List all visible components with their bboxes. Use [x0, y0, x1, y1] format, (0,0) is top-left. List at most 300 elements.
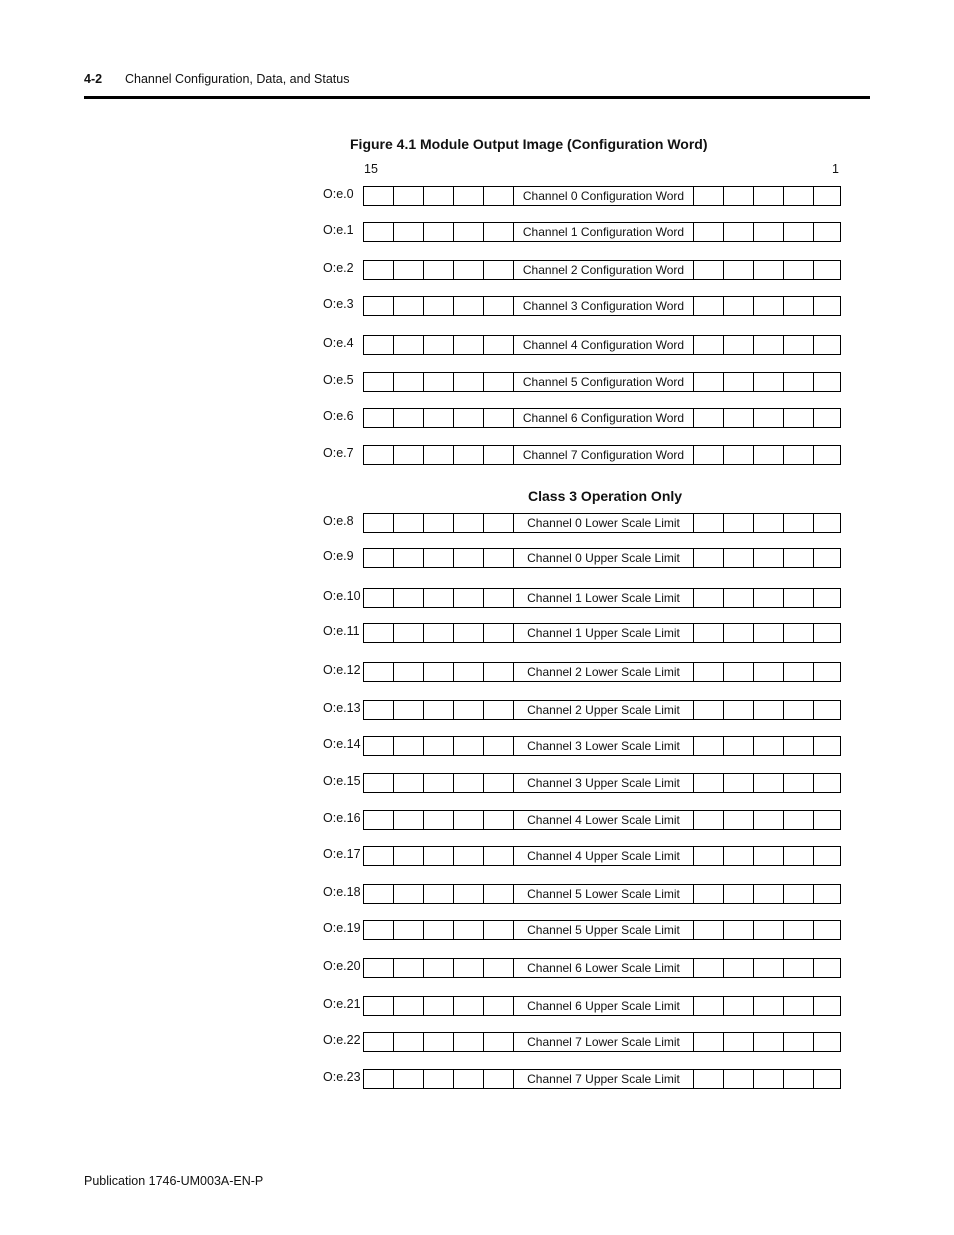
bit-cell: [454, 1033, 484, 1051]
bit-cell: [484, 336, 514, 354]
bit-cell: [724, 1070, 754, 1088]
bit-cell: [364, 997, 394, 1015]
bit-cell: [814, 446, 844, 464]
bit-cell: [694, 446, 724, 464]
bit-cell: [694, 589, 724, 607]
bit-cell: [394, 514, 424, 532]
word-address: O:e.9: [323, 549, 354, 563]
bit-cell: [724, 261, 754, 279]
bit-cell: [394, 409, 424, 427]
bit-cell: [814, 624, 844, 642]
bit-cell: [394, 549, 424, 567]
bit-cell: [724, 514, 754, 532]
word-address: O:e.12: [323, 663, 361, 677]
bit-cell: [724, 336, 754, 354]
bit-cell: [394, 1070, 424, 1088]
bit-cell: [814, 336, 844, 354]
bit-cell: [754, 373, 784, 391]
word-address: O:e.11: [323, 624, 360, 638]
bit-cell: [454, 223, 484, 241]
bit-cell: [454, 701, 484, 719]
bit-cell: [454, 514, 484, 532]
bit-cell: [394, 624, 424, 642]
word-field-label: Channel 6 Configuration Word: [514, 409, 694, 427]
bit-cell: [754, 1070, 784, 1088]
bit-cell: [364, 737, 394, 755]
page-header: [84, 72, 349, 86]
bit-cell: [394, 959, 424, 977]
bit-cell: [724, 446, 754, 464]
bit-cell: [424, 446, 454, 464]
bit-cell: [694, 921, 724, 939]
bit-cell: [754, 336, 784, 354]
bit-cell: [694, 885, 724, 903]
bit-cell: [694, 336, 724, 354]
word-field-label: Channel 0 Configuration Word: [514, 187, 694, 205]
bit-cell: [484, 187, 514, 205]
bit-cell: [724, 663, 754, 681]
bit-cell: [784, 446, 814, 464]
bit-cell: [724, 847, 754, 865]
bit-cell: [814, 663, 844, 681]
bit-cell: [394, 811, 424, 829]
bit-cell: [364, 446, 394, 464]
bit-cell: [424, 847, 454, 865]
word-bit-row: [363, 700, 841, 720]
word-bit-row: [363, 846, 841, 866]
word-bit-row: [363, 1032, 841, 1052]
word-field-label: Channel 2 Configuration Word: [514, 261, 694, 279]
bit-cell: [484, 409, 514, 427]
bit-cell: [754, 737, 784, 755]
bit-cell: [694, 1070, 724, 1088]
bit-cell: [784, 187, 814, 205]
bit-cell: [754, 1033, 784, 1051]
bit-cell: [724, 409, 754, 427]
word-address: O:e.14: [323, 737, 361, 751]
word-bit-row: [363, 296, 841, 316]
bit-cell: [694, 1033, 724, 1051]
bit-cell: [694, 187, 724, 205]
bit-cell: [454, 336, 484, 354]
bit-cell: [394, 774, 424, 792]
bit-cell: [814, 589, 844, 607]
bit-cell: [394, 373, 424, 391]
bit-cell: [724, 297, 754, 315]
bit-cell: [694, 774, 724, 792]
bit-cell: [394, 885, 424, 903]
bit-cell: [694, 811, 724, 829]
bit-cell: [814, 514, 844, 532]
bit-cell: [724, 187, 754, 205]
word-bit-row: [363, 958, 841, 978]
bit-cell: [424, 514, 454, 532]
word-address: O:e.7: [323, 446, 354, 460]
word-field-label: Channel 6 Lower Scale Limit: [514, 959, 694, 977]
bit-cell: [814, 1070, 844, 1088]
bit-cell: [484, 297, 514, 315]
bit-cell: [424, 959, 454, 977]
word-address: O:e.15: [323, 774, 361, 788]
bit-cell: [814, 885, 844, 903]
bit-cell: [364, 409, 394, 427]
page-number: 4-2: [84, 72, 103, 86]
bit-cell: [394, 921, 424, 939]
word-bit-row: [363, 372, 841, 392]
bit-cell: [364, 549, 394, 567]
word-bit-row: [363, 186, 841, 206]
bit-cell: [424, 187, 454, 205]
word-field-label: Channel 3 Upper Scale Limit: [514, 774, 694, 792]
bit-cell: [784, 701, 814, 719]
bit-cell: [394, 223, 424, 241]
bit-cell: [694, 373, 724, 391]
word-address: O:e.8: [323, 514, 354, 528]
bit-cell: [394, 997, 424, 1015]
header-rule: [84, 96, 870, 99]
bit-cell: [724, 373, 754, 391]
bit-cell: [484, 663, 514, 681]
bit-cell: [424, 774, 454, 792]
bit-cell: [364, 885, 394, 903]
bit-cell: [484, 514, 514, 532]
bit-cell: [484, 549, 514, 567]
word-field-label: Channel 5 Lower Scale Limit: [514, 885, 694, 903]
bit-cell: [754, 589, 784, 607]
bit-cell: [724, 589, 754, 607]
bit-cell: [784, 921, 814, 939]
bit-cell: [454, 446, 484, 464]
bit-cell: [454, 549, 484, 567]
word-address: O:e.17: [323, 847, 361, 861]
chapter-title: Channel Configuration, Data, and Status: [125, 72, 350, 86]
bit-cell: [754, 409, 784, 427]
bit-cell: [484, 811, 514, 829]
word-address: O:e.16: [323, 811, 361, 825]
bit-cell: [754, 663, 784, 681]
bit-low-label: 1: [832, 162, 839, 176]
bit-cell: [694, 409, 724, 427]
word-bit-row: [363, 810, 841, 830]
word-address: O:e.13: [323, 701, 361, 715]
bit-cell: [484, 589, 514, 607]
bit-cell: [424, 336, 454, 354]
bit-cell: [454, 373, 484, 391]
word-address: O:e.4: [323, 336, 354, 350]
bit-cell: [784, 737, 814, 755]
bit-cell: [484, 774, 514, 792]
bit-cell: [424, 701, 454, 719]
bit-cell: [394, 701, 424, 719]
bit-cell: [814, 737, 844, 755]
bit-cell: [454, 261, 484, 279]
word-bit-row: [363, 996, 841, 1016]
word-bit-row: [363, 588, 841, 608]
bit-cell: [484, 1070, 514, 1088]
bit-cell: [724, 549, 754, 567]
bit-cell: [724, 921, 754, 939]
bit-cell: [484, 997, 514, 1015]
bit-cell: [784, 373, 814, 391]
bit-cell: [454, 589, 484, 607]
word-field-label: Channel 2 Lower Scale Limit: [514, 663, 694, 681]
word-bit-row: [363, 623, 841, 643]
bit-cell: [784, 514, 814, 532]
bit-cell: [814, 187, 844, 205]
bit-cell: [394, 1033, 424, 1051]
word-field-label: Channel 6 Upper Scale Limit: [514, 997, 694, 1015]
bit-cell: [454, 409, 484, 427]
word-field-label: Channel 7 Lower Scale Limit: [514, 1033, 694, 1051]
word-field-label: Channel 1 Lower Scale Limit: [514, 589, 694, 607]
word-field-label: Channel 5 Configuration Word: [514, 373, 694, 391]
word-address: O:e.18: [323, 885, 361, 899]
bit-cell: [724, 997, 754, 1015]
bit-cell: [814, 261, 844, 279]
word-bit-row: [363, 773, 841, 793]
bit-cell: [364, 847, 394, 865]
bit-cell: [364, 921, 394, 939]
bit-cell: [754, 847, 784, 865]
bit-cell: [394, 446, 424, 464]
bit-cell: [694, 261, 724, 279]
bit-cell: [694, 997, 724, 1015]
bit-cell: [784, 336, 814, 354]
bit-cell: [484, 373, 514, 391]
bit-cell: [364, 514, 394, 532]
bit-cell: [784, 589, 814, 607]
bit-cell: [424, 409, 454, 427]
word-address: O:e.19: [323, 921, 361, 935]
bit-cell: [424, 261, 454, 279]
bit-cell: [754, 774, 784, 792]
word-field-label: Channel 0 Lower Scale Limit: [514, 514, 694, 532]
bit-cell: [754, 811, 784, 829]
bit-cell: [784, 885, 814, 903]
bit-cell: [814, 921, 844, 939]
bit-cell: [784, 409, 814, 427]
word-address: O:e.20: [323, 959, 361, 973]
bit-cell: [784, 1070, 814, 1088]
bit-cell: [484, 446, 514, 464]
bit-cell: [424, 624, 454, 642]
word-field-label: Channel 1 Upper Scale Limit: [514, 624, 694, 642]
bit-cell: [694, 663, 724, 681]
word-address: O:e.5: [323, 373, 354, 387]
word-field-label: Channel 7 Configuration Word: [514, 446, 694, 464]
word-bit-row: [363, 260, 841, 280]
bit-cell: [424, 811, 454, 829]
bit-cell: [394, 336, 424, 354]
bit-cell: [754, 223, 784, 241]
bit-cell: [724, 1033, 754, 1051]
bit-cell: [694, 223, 724, 241]
bit-cell: [814, 223, 844, 241]
bit-cell: [784, 549, 814, 567]
bit-cell: [814, 1033, 844, 1051]
word-bit-row: [363, 884, 841, 904]
bit-cell: [814, 774, 844, 792]
bit-cell: [694, 624, 724, 642]
bit-cell: [364, 223, 394, 241]
bit-cell: [754, 959, 784, 977]
bit-cell: [754, 187, 784, 205]
bit-cell: [394, 663, 424, 681]
bit-cell: [484, 223, 514, 241]
bit-cell: [484, 737, 514, 755]
bit-cell: [394, 261, 424, 279]
bit-cell: [754, 921, 784, 939]
bit-cell: [784, 624, 814, 642]
bit-cell: [394, 737, 424, 755]
bit-cell: [454, 885, 484, 903]
bit-cell: [754, 446, 784, 464]
bit-cell: [364, 959, 394, 977]
bit-cell: [484, 959, 514, 977]
bit-cell: [724, 624, 754, 642]
word-address: O:e.3: [323, 297, 354, 311]
bit-cell: [364, 774, 394, 792]
bit-cell: [754, 624, 784, 642]
bit-cell: [454, 997, 484, 1015]
bit-cell: [724, 774, 754, 792]
word-bit-row: [363, 445, 841, 465]
bit-cell: [784, 959, 814, 977]
bit-cell: [724, 223, 754, 241]
word-address: O:e.0: [323, 187, 354, 201]
word-field-label: Channel 3 Lower Scale Limit: [514, 737, 694, 755]
bit-cell: [484, 701, 514, 719]
bit-cell: [784, 663, 814, 681]
word-bit-row: [363, 662, 841, 682]
bit-cell: [454, 1070, 484, 1088]
bit-cell: [814, 409, 844, 427]
bit-cell: [454, 187, 484, 205]
bit-cell: [424, 885, 454, 903]
bit-cell: [694, 514, 724, 532]
bit-cell: [364, 663, 394, 681]
word-bit-row: [363, 222, 841, 242]
bit-cell: [424, 373, 454, 391]
bit-cell: [754, 885, 784, 903]
word-bit-row: [363, 408, 841, 428]
word-address: O:e.22: [323, 1033, 361, 1047]
bit-cell: [694, 297, 724, 315]
bit-cell: [424, 549, 454, 567]
bit-cell: [694, 549, 724, 567]
bit-cell: [424, 1033, 454, 1051]
word-field-label: Channel 4 Upper Scale Limit: [514, 847, 694, 865]
bit-cell: [454, 959, 484, 977]
bit-cell: [484, 921, 514, 939]
word-address: O:e.10: [323, 589, 361, 603]
bit-cell: [784, 847, 814, 865]
bit-cell: [424, 737, 454, 755]
bit-cell: [424, 997, 454, 1015]
bit-cell: [364, 589, 394, 607]
bit-cell: [454, 663, 484, 681]
bit-cell: [754, 997, 784, 1015]
bit-cell: [784, 261, 814, 279]
figure-title: Figure 4.1 Module Output Image (Configuration Word): [350, 136, 708, 152]
bit-cell: [694, 959, 724, 977]
bit-cell: [454, 624, 484, 642]
class3-title: Class 3 Operation Only: [528, 488, 683, 504]
bit-cell: [364, 701, 394, 719]
word-field-label: Channel 0 Upper Scale Limit: [514, 549, 694, 567]
word-field-label: Channel 7 Upper Scale Limit: [514, 1070, 694, 1088]
bit-cell: [454, 847, 484, 865]
word-address: O:e.6: [323, 409, 354, 423]
bit-cell: [814, 997, 844, 1015]
bit-cell: [784, 297, 814, 315]
bit-cell: [484, 847, 514, 865]
bit-cell: [814, 847, 844, 865]
bit-cell: [364, 297, 394, 315]
bit-cell: [724, 701, 754, 719]
bit-cell: [814, 959, 844, 977]
word-bit-row: [363, 513, 841, 533]
bit-cell: [484, 261, 514, 279]
word-field-label: Channel 3 Configuration Word: [514, 297, 694, 315]
bit-cell: [364, 336, 394, 354]
bit-cell: [784, 774, 814, 792]
bit-cell: [394, 187, 424, 205]
bit-cell: [454, 921, 484, 939]
word-field-label: Channel 4 Lower Scale Limit: [514, 811, 694, 829]
bit-cell: [424, 663, 454, 681]
bit-cell: [724, 885, 754, 903]
bit-cell: [364, 373, 394, 391]
bit-cell: [754, 514, 784, 532]
bit-cell: [784, 223, 814, 241]
word-bit-row: [363, 736, 841, 756]
word-address: O:e.2: [323, 261, 354, 275]
bit-cell: [484, 1033, 514, 1051]
bit-cell: [814, 373, 844, 391]
bit-cell: [424, 297, 454, 315]
word-field-label: Channel 1 Configuration Word: [514, 223, 694, 241]
word-bit-row: [363, 1069, 841, 1089]
bit-cell: [454, 737, 484, 755]
word-field-label: Channel 5 Upper Scale Limit: [514, 921, 694, 939]
bit-cell: [364, 187, 394, 205]
bit-cell: [724, 737, 754, 755]
bit-cell: [814, 811, 844, 829]
bit-cell: [364, 811, 394, 829]
word-field-label: Channel 2 Upper Scale Limit: [514, 701, 694, 719]
bit-cell: [694, 847, 724, 865]
bit-cell: [754, 297, 784, 315]
bit-cell: [394, 589, 424, 607]
bit-cell: [724, 811, 754, 829]
bit-cell: [784, 811, 814, 829]
bit-cell: [694, 701, 724, 719]
bit-cell: [364, 1070, 394, 1088]
bit-high-label: 15: [364, 162, 378, 176]
word-field-label: Channel 4 Configuration Word: [514, 336, 694, 354]
word-address: O:e.21: [323, 997, 361, 1011]
bit-cell: [784, 1033, 814, 1051]
bit-cell: [454, 774, 484, 792]
bit-cell: [454, 811, 484, 829]
bit-cell: [394, 847, 424, 865]
publication-footer: Publication 1746-UM003A-EN-P: [84, 1174, 264, 1188]
bit-cell: [754, 701, 784, 719]
bit-cell: [484, 624, 514, 642]
word-address: O:e.23: [323, 1070, 361, 1084]
bit-cell: [364, 1033, 394, 1051]
